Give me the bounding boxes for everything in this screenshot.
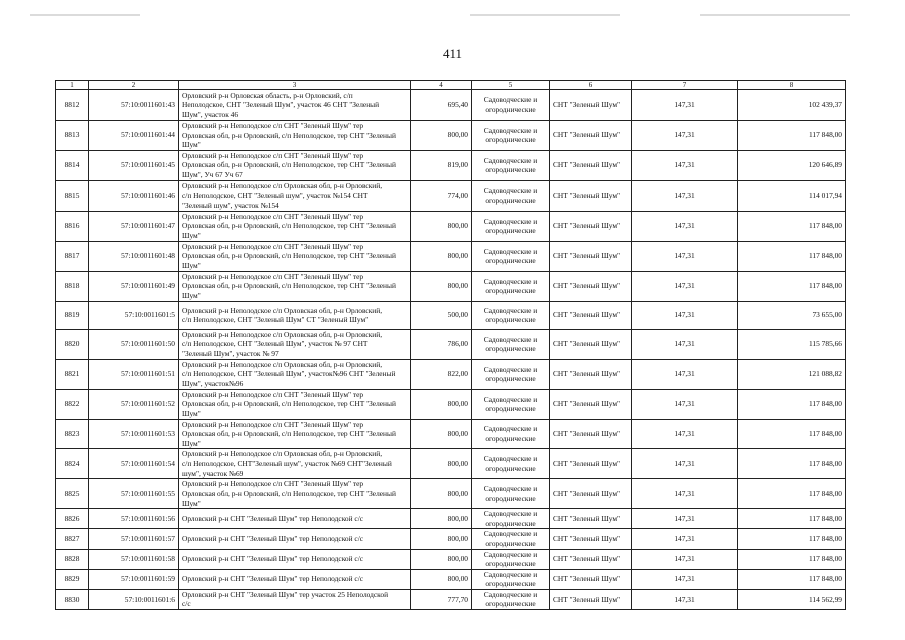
address-line: Орловский р-н Неполодское с/п СНТ "Зеленый Шум" тер: [182, 121, 364, 130]
land-use-cell: [472, 529, 550, 549]
land-use-line: Садоводческие и: [483, 95, 538, 105]
land-use-cell: [472, 180, 550, 211]
table-row: [56, 271, 846, 301]
area-value: 777,70: [411, 589, 472, 609]
cadastral-number: 57:10:0011601:6: [89, 589, 179, 609]
address-line: Орловский р-н Неполодское с/п СНТ "Зеленый Шум" тер: [182, 479, 364, 489]
specific-value: 147,31: [632, 301, 738, 329]
land-use-cell: [472, 271, 550, 301]
record-number: 8823: [56, 419, 89, 449]
cadastral-number: 57:10:0011601:52: [89, 389, 179, 419]
cadastral-value: 120 646,89: [738, 150, 846, 180]
land-use-line: Садоводческие и: [483, 334, 538, 344]
record-number: 8818: [56, 271, 89, 301]
land-use-line: Садоводческие и: [483, 125, 538, 135]
specific-value: 147,31: [632, 211, 738, 241]
address-line: Шум", участок№96: [182, 379, 244, 389]
land-use-line: огороднические: [485, 374, 536, 384]
land-use-line: огороднические: [485, 579, 536, 589]
specific-value: 147,31: [632, 419, 738, 449]
area-value: 695,40: [411, 90, 472, 121]
table-row: [56, 121, 846, 151]
column-number: 2: [89, 81, 179, 90]
address-line: Орловский р-н СНТ "Зеленый Шум" тер Неполодской с/с: [182, 574, 364, 584]
address-cell: [179, 509, 411, 529]
owner-name: СНТ "Зеленый Шум": [550, 389, 632, 419]
cadastral-number: 57:10:0011601:47: [89, 211, 179, 241]
address-line: Орловская обл, р-н Орловский, с/п Неполодское, тер СНТ "Зеленый: [182, 160, 396, 170]
land-use-line: Садоводческие и: [483, 186, 538, 196]
record-number: 8813: [56, 121, 89, 151]
land-use-line: Садоводческие и: [483, 394, 538, 404]
area-value: 774,00: [411, 180, 472, 211]
table-row: [56, 549, 846, 569]
cadastral-number: 57:10:0011601:59: [89, 569, 179, 589]
address-line: Шум": [182, 261, 201, 271]
land-use-line: Садоводческие и: [483, 155, 538, 165]
specific-value: 147,31: [632, 569, 738, 589]
land-use-cell: [472, 589, 550, 609]
table-row: [56, 419, 846, 449]
address-line: Шум": [182, 498, 201, 508]
land-use-line: огороднические: [485, 518, 536, 528]
cadastral-value: 117 848,00: [738, 549, 846, 569]
address-line: Орловский р-н Неполодское с/п Орловская обл, р-н Орловский,: [182, 359, 383, 369]
address-cell: [179, 150, 411, 180]
address-cell: [179, 529, 411, 549]
scan-noise-right: [700, 14, 850, 16]
address-cell: [179, 479, 411, 509]
address-cell: [179, 241, 411, 271]
cadastral-value: 115 785,66: [738, 329, 846, 359]
column-number: 8: [738, 81, 846, 90]
address-cell: [179, 419, 411, 449]
cadastral-value: 117 848,00: [738, 479, 846, 509]
table-row: [56, 589, 846, 609]
table-row: [56, 569, 846, 589]
address-cell: [179, 589, 411, 609]
area-value: 800,00: [411, 449, 472, 479]
address-cell: [179, 211, 411, 241]
specific-value: 147,31: [632, 180, 738, 211]
address-line: Орловская обл, р-н Орловский, с/п Неполодское, тер СНТ "Зеленый: [182, 281, 396, 291]
area-value: 800,00: [411, 479, 472, 509]
record-number: 8829: [56, 569, 89, 589]
record-number: 8822: [56, 389, 89, 419]
record-number: 8815: [56, 180, 89, 211]
land-use-line: Садоводческие и: [483, 509, 538, 519]
address-line: Орловский р-н СНТ "Зеленый Шум" тер участок 25 Неполодской: [182, 589, 389, 599]
address-line: Орловский р-н Неполодское с/п Орловская обл, р-н Орловский,: [182, 329, 383, 339]
land-use-line: Садоводческие и: [483, 484, 538, 494]
land-use-line: Садоводческие и: [483, 454, 538, 464]
area-value: 800,00: [411, 241, 472, 271]
land-use-cell: [472, 301, 550, 329]
land-use-cell: [472, 90, 550, 121]
record-number: 8828: [56, 549, 89, 569]
specific-value: 147,31: [632, 549, 738, 569]
address-line: Шум": [182, 231, 201, 241]
address-line: с/п Неполодское, СНТ "Зеленый шум", участок №154 СНТ: [182, 190, 368, 200]
address-line: Орловский р-н Орловская область, р-н Орловский, с/п: [182, 90, 353, 100]
area-value: 819,00: [411, 150, 472, 180]
address-line: Орловский р-н Неполодское с/п СНТ "Зеленый Шум" тер: [182, 389, 364, 399]
cadastral-number: 57:10:0011601:57: [89, 529, 179, 549]
table-row: [56, 180, 846, 211]
cadastral-value: 117 848,00: [738, 389, 846, 419]
record-number: 8812: [56, 90, 89, 121]
cadastral-number: 57:10:0011601:55: [89, 479, 179, 509]
cadastral-number: 57:10:0011601:54: [89, 449, 179, 479]
specific-value: 147,31: [632, 271, 738, 301]
address-line: Орловский р-н Неполодское с/п СНТ "Зеленый Шум" тер: [182, 241, 364, 251]
address-line: Орловский р-н Неполодское с/п СНТ "Зеленый Шум" тер: [182, 211, 364, 221]
land-use-cell: [472, 389, 550, 419]
owner-name: СНТ "Зеленый Шум": [550, 449, 632, 479]
record-number: 8824: [56, 449, 89, 479]
address-line: Орловский р-н СНТ "Зеленый Шум" тер Неполодской с/с: [182, 513, 364, 523]
address-cell: [179, 359, 411, 389]
address-line: с/п Неполодское, СНТ "Зеленый Шум" СТ "Зеленый Шум": [182, 315, 369, 325]
cadastral-number: 57:10:0011601:43: [89, 90, 179, 121]
address-cell: [179, 449, 411, 479]
table-row: [56, 241, 846, 271]
column-number: 5: [472, 81, 550, 90]
address-cell: [179, 90, 411, 121]
table-row: [56, 301, 846, 329]
specific-value: 147,31: [632, 329, 738, 359]
land-use-line: Садоводческие и: [483, 589, 538, 599]
address-cell: [179, 301, 411, 329]
land-use-line: огороднические: [485, 344, 536, 354]
address-line: Орловская обл, р-н Орловский, с/п Неполодское, тер СНТ "Зеленый: [182, 488, 396, 498]
land-use-line: Садоводческие и: [483, 246, 538, 256]
land-use-cell: [472, 121, 550, 151]
cadastral-number: 57:10:0011601:49: [89, 271, 179, 301]
cadastral-value: 114 017,94: [738, 180, 846, 211]
address-cell: [179, 389, 411, 419]
table-row: [56, 529, 846, 549]
land-use-cell: [472, 549, 550, 569]
column-number: 4: [411, 81, 472, 90]
scan-noise-mid: [470, 14, 620, 16]
cadastral-number: 57:10:0011601:56: [89, 509, 179, 529]
land-use-cell: [472, 150, 550, 180]
address-line: с/с: [182, 599, 191, 609]
column-number: 7: [632, 81, 738, 90]
address-line: с/п Неполодское, СНТ "Зеленый Шум", участок № 97 СНТ: [182, 339, 368, 349]
cadastral-number: 57:10:0011601:50: [89, 329, 179, 359]
column-number: 1: [56, 81, 89, 90]
land-use-line: огороднические: [485, 226, 536, 236]
specific-value: 147,31: [632, 449, 738, 479]
land-use-line: Садоводческие и: [483, 216, 538, 226]
owner-name: СНТ "Зеленый Шум": [550, 569, 632, 589]
record-number: 8826: [56, 509, 89, 529]
cadastral-value: 117 848,00: [738, 529, 846, 549]
address-cell: [179, 180, 411, 211]
cadastral-value: 117 848,00: [738, 419, 846, 449]
table-row: [56, 150, 846, 180]
record-number: 8816: [56, 211, 89, 241]
address-line: Орловская обл, р-н Орловский, с/п Неполодское, тер СНТ "Зеленый: [182, 130, 396, 140]
area-value: 800,00: [411, 211, 472, 241]
land-use-line: огороднические: [485, 599, 536, 609]
area-value: 800,00: [411, 529, 472, 549]
land-use-cell: [472, 241, 550, 271]
specific-value: 147,31: [632, 90, 738, 121]
cadastral-number: 57:10:0011601:44: [89, 121, 179, 151]
land-use-line: огороднические: [485, 286, 536, 296]
column-number: 3: [179, 81, 411, 90]
address-line: Шум", Уч 67 Уч 67: [182, 170, 243, 180]
address-line: Шум", участок 46: [182, 109, 239, 119]
owner-name: СНТ "Зеленый Шум": [550, 301, 632, 329]
address-line: Орловский р-н Неполодское с/п Орловская обл, р-н Орловский,: [182, 449, 383, 459]
specific-value: 147,31: [632, 509, 738, 529]
land-use-cell: [472, 211, 550, 241]
cadastral-number: 57:10:0011601:46: [89, 180, 179, 211]
address-line: Орловский р-н Неполодское с/п СНТ "Зеленый Шум" тер: [182, 271, 364, 281]
land-use-line: огороднические: [485, 538, 536, 548]
area-value: 800,00: [411, 569, 472, 589]
owner-name: СНТ "Зеленый Шум": [550, 180, 632, 211]
table-row: [56, 389, 846, 419]
land-use-line: огороднические: [485, 105, 536, 114]
table-row: [56, 509, 846, 529]
area-value: 800,00: [411, 389, 472, 419]
owner-name: СНТ "Зеленый Шум": [550, 211, 632, 241]
owner-name: СНТ "Зеленый Шум": [550, 549, 632, 569]
address-cell: [179, 271, 411, 301]
land-use-cell: [472, 359, 550, 389]
address-line: Шум": [182, 291, 201, 301]
owner-name: СНТ "Зеленый Шум": [550, 241, 632, 271]
address-line: Орловский р-н СНТ "Зеленый Шум" тер Неполодской с/с: [182, 534, 364, 544]
table-row: [56, 90, 846, 121]
specific-value: 147,31: [632, 389, 738, 419]
address-line: Орловский р-н Неполодское с/п СНТ "Зеленый Шум" тер: [182, 150, 364, 160]
land-use-cell: [472, 449, 550, 479]
owner-name: СНТ "Зеленый Шум": [550, 479, 632, 509]
cadastral-number: 57:10:0011601:48: [89, 241, 179, 271]
land-use-cell: [472, 509, 550, 529]
area-value: 800,00: [411, 271, 472, 301]
scan-noise-left: [30, 14, 140, 16]
land-use-line: огороднические: [485, 493, 536, 503]
land-use-line: Садоводческие и: [483, 424, 538, 434]
specific-value: 147,31: [632, 529, 738, 549]
owner-name: СНТ "Зеленый Шум": [550, 150, 632, 180]
owner-name: СНТ "Зеленый Шум": [550, 90, 632, 121]
address-line: "Зеленый шум", участок №154: [182, 200, 279, 210]
area-value: 500,00: [411, 301, 472, 329]
address-line: с/п Неполодское, СНТ"Зеленый шум", участок №69 СНТ"Зеленый: [182, 459, 392, 469]
land-use-cell: [472, 419, 550, 449]
address-line: Орловский р-н Неполодское с/п Орловская обл, р-н Орловский,: [182, 181, 383, 191]
area-value: 800,00: [411, 509, 472, 529]
land-use-line: Садоводческие и: [483, 364, 538, 374]
address-cell: [179, 549, 411, 569]
owner-name: СНТ "Зеленый Шум": [550, 509, 632, 529]
owner-name: СНТ "Зеленый Шум": [550, 329, 632, 359]
address-line: Орловский р-н Неполодское с/п СНТ "Зеленый Шум" тер: [182, 419, 364, 429]
cadastral-number: 57:10:0011601:51: [89, 359, 179, 389]
cadastral-value: 102 439,37: [738, 90, 846, 121]
land-use-line: Садоводческие и: [483, 549, 538, 559]
column-number: 6: [550, 81, 632, 90]
address-cell: [179, 329, 411, 359]
area-value: 800,00: [411, 419, 472, 449]
page-number: 411: [442, 46, 463, 61]
land-register-table: [55, 80, 846, 610]
address-line: Шум": [182, 408, 201, 418]
land-use-line: Садоводческие и: [483, 276, 538, 286]
address-line: Неполодское, СНТ "Зеленый Шум", участок 46 СНТ "Зеленый: [182, 100, 380, 110]
land-use-line: огороднические: [485, 433, 536, 443]
address-line: шум", участок №69: [182, 468, 244, 478]
address-line: с/п Неполодское, СНТ "Зеленый Шум", участок№96 СНТ "Зеленый: [182, 369, 396, 379]
land-use-line: огороднические: [485, 404, 536, 414]
land-use-line: огороднические: [485, 559, 536, 569]
specific-value: 147,31: [632, 589, 738, 609]
owner-name: СНТ "Зеленый Шум": [550, 529, 632, 549]
address-line: Орловский р-н СНТ "Зеленый Шум" тер Неполодской с/с: [182, 554, 364, 564]
specific-value: 147,31: [632, 359, 738, 389]
table-row: [56, 211, 846, 241]
area-value: 800,00: [411, 121, 472, 151]
specific-value: 147,31: [632, 150, 738, 180]
land-use-line: Садоводческие и: [483, 305, 538, 315]
table-row: [56, 479, 846, 509]
land-use-line: огороднические: [485, 195, 536, 205]
land-use-cell: [472, 479, 550, 509]
record-number: 8827: [56, 529, 89, 549]
land-use-line: Садоводческие и: [483, 569, 538, 579]
land-use-line: Садоводческие и: [483, 529, 538, 539]
address-cell: [179, 121, 411, 151]
land-use-line: огороднические: [485, 135, 536, 145]
owner-name: СНТ "Зеленый Шум": [550, 271, 632, 301]
cadastral-value: 117 848,00: [738, 121, 846, 151]
address-line: Орловская обл, р-н Орловский, с/п Неполодское, тер СНТ "Зеленый: [182, 251, 396, 261]
owner-name: СНТ "Зеленый Шум": [550, 121, 632, 151]
column-number-row: [56, 81, 846, 90]
specific-value: 147,31: [632, 121, 738, 151]
record-number: 8814: [56, 150, 89, 180]
register-body: [56, 90, 846, 610]
address-cell: [179, 569, 411, 589]
address-line: Орловская обл, р-н Орловский, с/п Неполодское, тер СНТ "Зеленый: [182, 221, 396, 231]
cadastral-value: 117 848,00: [738, 271, 846, 301]
land-use-cell: [472, 569, 550, 589]
land-use-cell: [472, 329, 550, 359]
table-row: [56, 329, 846, 359]
area-value: 822,00: [411, 359, 472, 389]
land-use-line: огороднические: [485, 165, 536, 175]
table-row: [56, 449, 846, 479]
specific-value: 147,31: [632, 479, 738, 509]
land-use-line: огороднические: [485, 463, 536, 473]
record-number: 8820: [56, 329, 89, 359]
address-line: Шум": [182, 140, 201, 150]
cadastral-value: 117 848,00: [738, 569, 846, 589]
address-line: Шум": [182, 438, 201, 448]
cadastral-value: 117 848,00: [738, 211, 846, 241]
address-line: Орловский р-н Неполодское с/п Орловская обл, р-н Орловский,: [182, 305, 383, 315]
specific-value: 147,31: [632, 241, 738, 271]
cadastral-number: 57:10:0011601:58: [89, 549, 179, 569]
cadastral-value: 117 848,00: [738, 241, 846, 271]
owner-name: СНТ "Зеленый Шум": [550, 359, 632, 389]
address-line: Орловская обл, р-н Орловский, с/п Неполодское, тер СНТ "Зеленый: [182, 399, 396, 409]
cadastral-value: 117 848,00: [738, 449, 846, 479]
cadastral-number: 57:10:0011601:5: [89, 301, 179, 329]
cadastral-value: 117 848,00: [738, 509, 846, 529]
table-row: [56, 359, 846, 389]
record-number: 8830: [56, 589, 89, 609]
cadastral-number: 57:10:0011601:53: [89, 419, 179, 449]
cadastral-number: 57:10:0011601:45: [89, 150, 179, 180]
record-number: 8821: [56, 359, 89, 389]
cadastral-value: 73 655,00: [738, 301, 846, 329]
area-value: 800,00: [411, 549, 472, 569]
land-use-line: огороднические: [485, 315, 536, 325]
record-number: 8825: [56, 479, 89, 509]
address-line: Орловская обл, р-н Орловский, с/п Неполодское, тер СНТ "Зеленый: [182, 429, 396, 439]
address-line: "Зеленый Шум", участок № 97: [182, 349, 279, 359]
record-number: 8817: [56, 241, 89, 271]
land-use-line: огороднические: [485, 256, 536, 266]
cadastral-value: 114 562,99: [738, 589, 846, 609]
area-value: 786,00: [411, 329, 472, 359]
owner-name: СНТ "Зеленый Шум": [550, 589, 632, 609]
record-number: 8819: [56, 301, 89, 329]
cadastral-value: 121 088,82: [738, 359, 846, 389]
owner-name: СНТ "Зеленый Шум": [550, 419, 632, 449]
